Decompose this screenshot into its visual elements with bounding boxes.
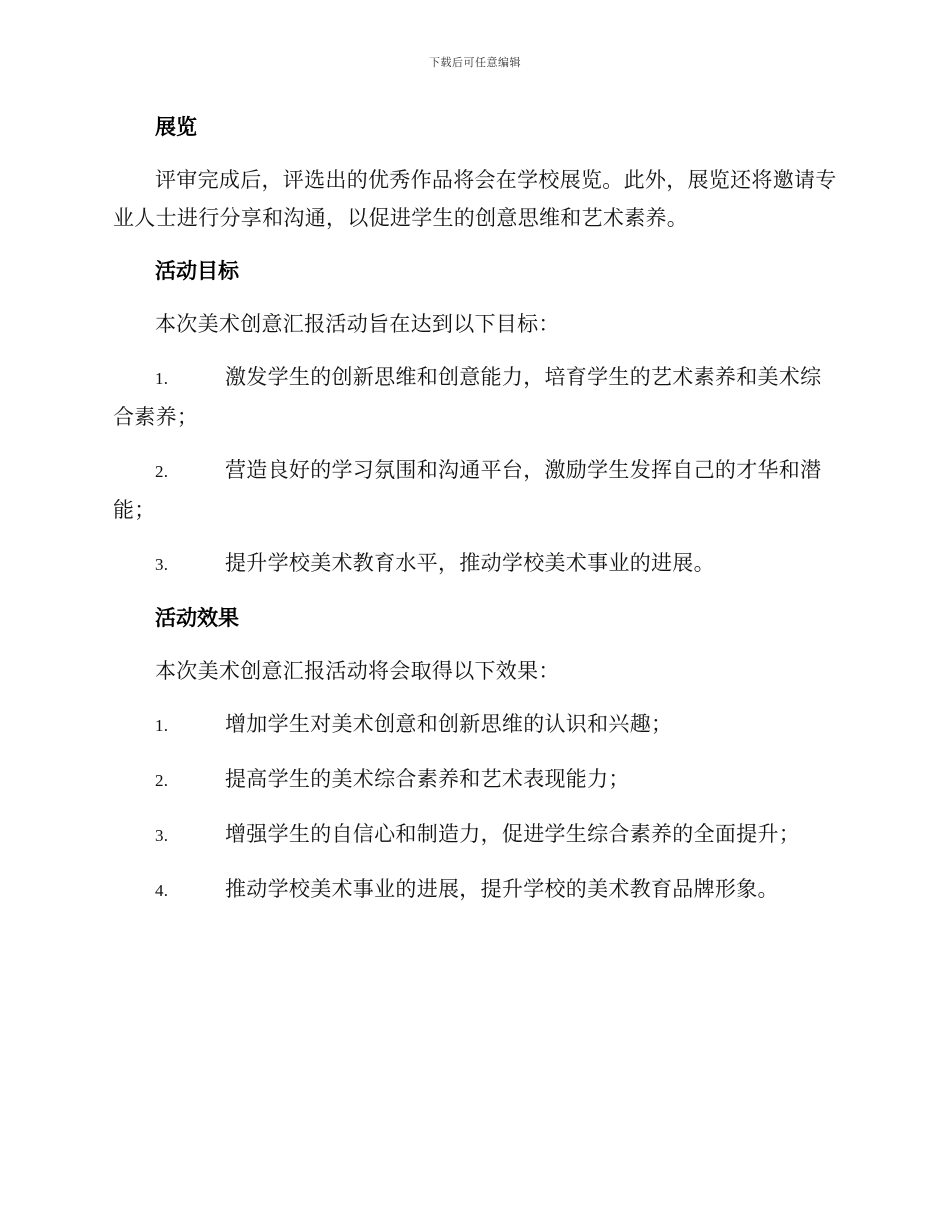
effect-item-number: 4.: [155, 881, 169, 900]
effect-item: [113, 870, 838, 910]
goal-item-text: 营造良好的学习氛围和沟通平台，激励学生发挥自己的才华和潜能；: [113, 458, 822, 522]
goal-item-text: 提升学校美术教育水平，推动学校美术事业的进展。: [225, 551, 715, 575]
exhibition-paragraph: 评审完成后，评选出的优秀作品将会在学校展览。此外，展览还将邀请专业人士进行分享和沟通，以促进学生的创意思维和艺术素养。: [113, 168, 837, 230]
goal-item: [113, 451, 838, 529]
header-note: 下载后可任意编辑: [429, 56, 521, 69]
goal-item: [113, 544, 838, 584]
effect-item-number: 3.: [155, 826, 169, 845]
effect-item: [113, 705, 838, 745]
goal-item: [113, 358, 838, 436]
effect-item-text: 增强学生的自信心和制造力，促进学生综合素养的全面提升；: [225, 822, 801, 846]
section-heading-exhibition: 展览: [155, 115, 197, 139]
effect-item: [113, 760, 838, 800]
goals-intro: 本次美术创意汇报活动旨在达到以下目标：: [155, 312, 560, 336]
effect-item: [113, 815, 838, 855]
effects-intro: 本次美术创意汇报活动将会取得以下效果：: [155, 659, 560, 683]
section-heading-effects: 活动效果: [155, 606, 239, 630]
goal-item-number: 1.: [155, 369, 169, 388]
effect-item-text: 增加学生对美术创意和创新思维的认识和兴趣；: [225, 712, 673, 736]
document-body: [113, 108, 838, 925]
section-heading-goals: 活动目标: [155, 259, 239, 283]
goal-item-number: 2.: [155, 462, 169, 481]
effect-item-number: 1.: [155, 716, 169, 735]
goal-item-text: 激发学生的创新思维和创意能力，培育学生的艺术素养和美术综合素养；: [113, 365, 822, 429]
effect-item-text: 推动学校美术事业的进展，提升学校的美术教育品牌形象。: [225, 877, 779, 901]
effect-item-number: 2.: [155, 771, 169, 790]
effect-item-text: 提高学生的美术综合素养和艺术表现能力；: [225, 767, 630, 791]
goal-item-number: 3.: [155, 555, 169, 574]
